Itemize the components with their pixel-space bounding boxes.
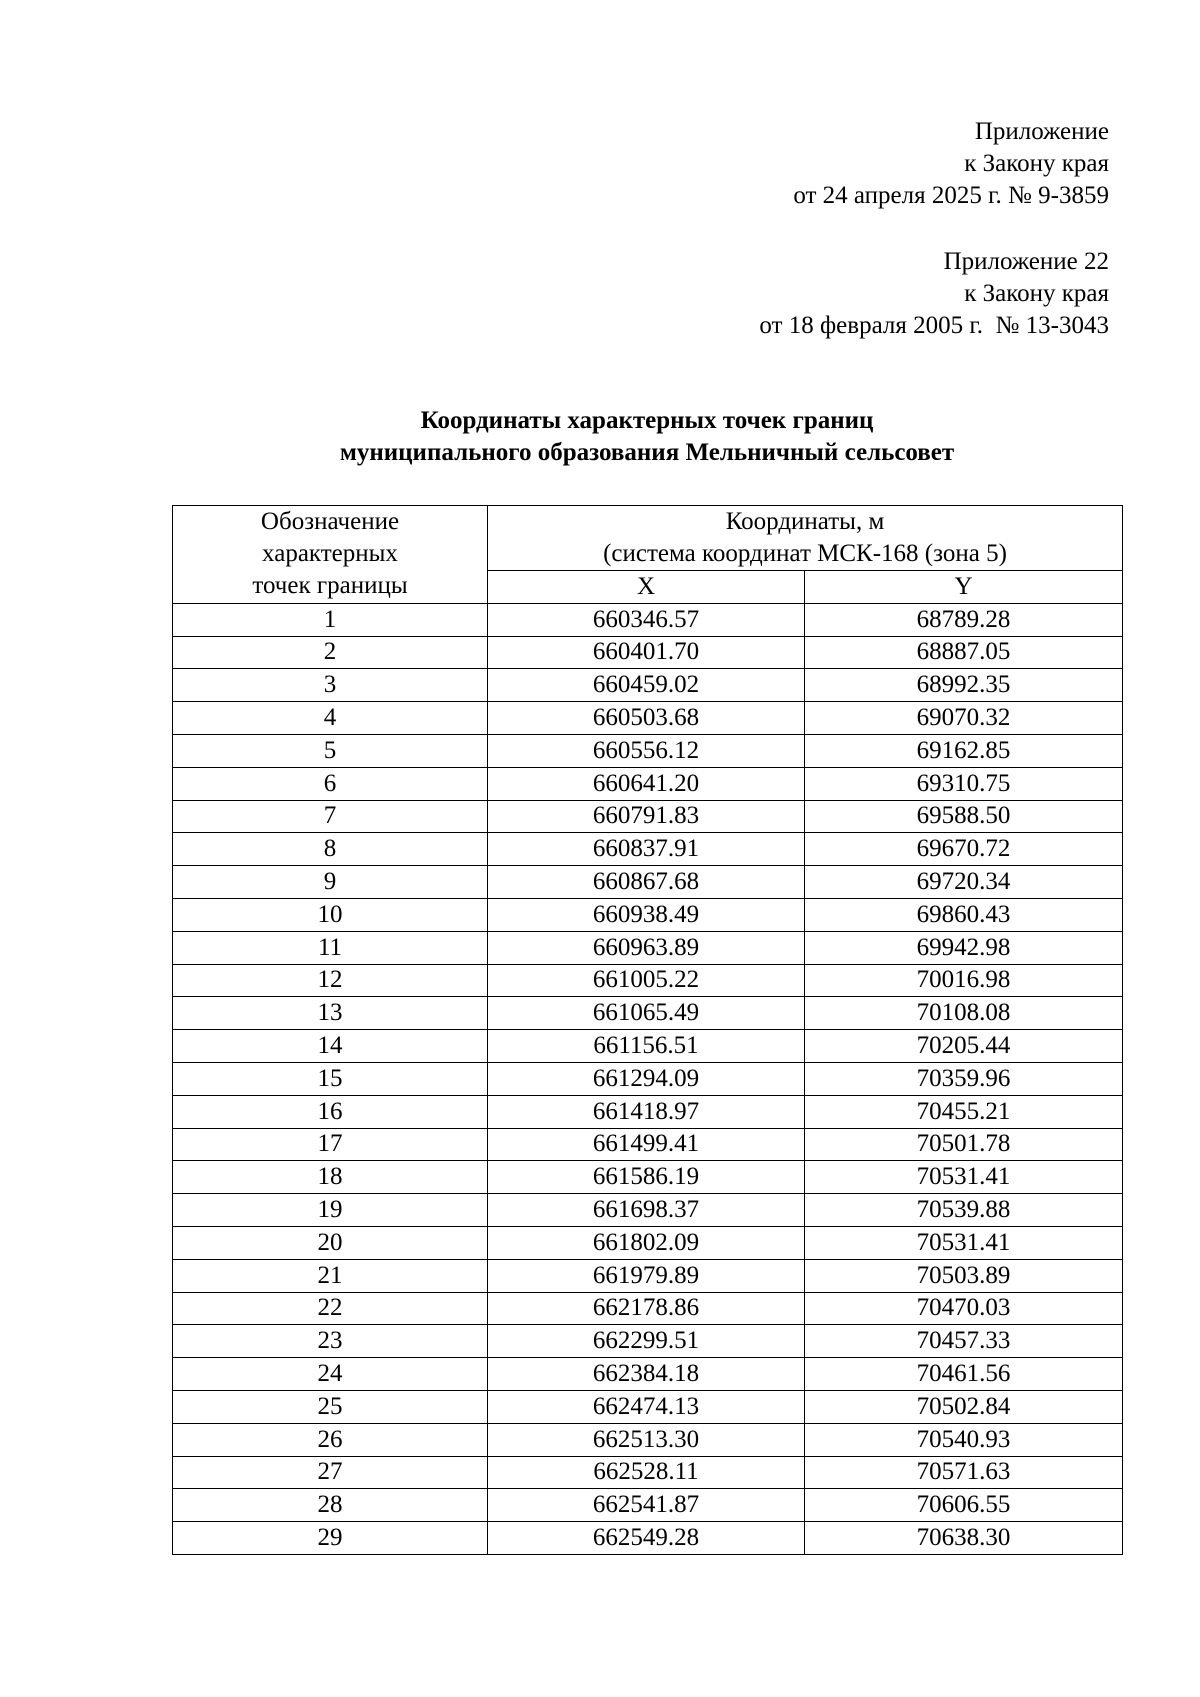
header-y: Y (805, 571, 1123, 604)
table-row (173, 767, 1123, 800)
table-row (173, 1062, 1123, 1095)
appendix-original-line: Приложение 22 (943, 248, 1109, 275)
point-number-cell: 23 (173, 1325, 488, 1358)
header-line: (система координат МСК-168 (зона 5) (603, 540, 1007, 567)
table-row (173, 1292, 1123, 1325)
table-row (173, 931, 1123, 964)
y-coordinate-cell: 70540.93 (805, 1423, 1123, 1456)
table-row (173, 1194, 1123, 1227)
y-coordinate-cell: 69162.85 (805, 734, 1123, 767)
y-coordinate-cell: 69942.98 (805, 931, 1123, 964)
y-coordinate-cell: 70502.84 (805, 1390, 1123, 1423)
table-row (173, 702, 1123, 735)
y-coordinate-cell: 70457.33 (805, 1325, 1123, 1358)
y-coordinate-cell: 69310.75 (805, 767, 1123, 800)
y-coordinate-cell: 70531.41 (805, 1226, 1123, 1259)
table-row (173, 1358, 1123, 1391)
point-number-cell: 21 (173, 1259, 488, 1292)
point-number-cell: 28 (173, 1489, 488, 1522)
y-coordinate-cell: 70455.21 (805, 1095, 1123, 1128)
x-coordinate-cell: 661005.22 (488, 964, 805, 997)
x-coordinate-cell: 662474.13 (488, 1390, 805, 1423)
table-row (173, 1489, 1123, 1522)
point-number-cell: 8 (173, 833, 488, 866)
table-row (173, 1226, 1123, 1259)
table-row (173, 1095, 1123, 1128)
x-coordinate-cell: 662549.28 (488, 1522, 805, 1555)
y-coordinate-cell: 70501.78 (805, 1128, 1123, 1161)
point-number-cell: 18 (173, 1161, 488, 1194)
y-coordinate-cell: 69070.32 (805, 702, 1123, 735)
y-coordinate-cell: 69670.72 (805, 833, 1123, 866)
table-row (173, 1128, 1123, 1161)
x-coordinate-cell: 661979.89 (488, 1259, 805, 1292)
y-coordinate-cell: 69860.43 (805, 898, 1123, 931)
table-row (173, 1259, 1123, 1292)
x-coordinate-cell: 660401.70 (488, 636, 805, 669)
x-coordinate-cell: 662528.11 (488, 1456, 805, 1489)
y-coordinate-cell: 70638.30 (805, 1522, 1123, 1555)
point-number-cell: 9 (173, 866, 488, 899)
header-line: точек границы (252, 572, 408, 599)
point-number-cell: 24 (173, 1358, 488, 1391)
point-number-cell: 4 (173, 702, 488, 735)
appendix-current-line: от 24 апреля 2025 г. № 9-3859 (793, 182, 1109, 209)
table-row (173, 1522, 1123, 1555)
x-coordinate-cell: 661499.41 (488, 1128, 805, 1161)
y-coordinate-cell: 69720.34 (805, 866, 1123, 899)
point-number-cell: 12 (173, 964, 488, 997)
point-number-cell: 5 (173, 734, 488, 767)
x-coordinate-cell: 661418.97 (488, 1095, 805, 1128)
x-coordinate-cell: 660503.68 (488, 702, 805, 735)
y-coordinate-cell: 70461.56 (805, 1358, 1123, 1391)
point-number-cell: 20 (173, 1226, 488, 1259)
x-coordinate-cell: 660963.89 (488, 931, 805, 964)
point-number-cell: 15 (173, 1062, 488, 1095)
table-row (173, 1456, 1123, 1489)
y-coordinate-cell: 70531.41 (805, 1161, 1123, 1194)
y-coordinate-cell: 70016.98 (805, 964, 1123, 997)
header-x: X (488, 571, 805, 604)
x-coordinate-cell: 662513.30 (488, 1423, 805, 1456)
table-row (173, 898, 1123, 931)
table-row (173, 964, 1123, 997)
header-point-designation (173, 506, 488, 604)
appendix-original-line: к Закону края (964, 280, 1109, 307)
y-coordinate-cell: 70108.08 (805, 997, 1123, 1030)
x-coordinate-cell: 660459.02 (488, 669, 805, 702)
y-coordinate-cell: 70503.89 (805, 1259, 1123, 1292)
x-coordinate-cell: 660641.20 (488, 767, 805, 800)
x-coordinate-cell: 661065.49 (488, 997, 805, 1030)
table-row (173, 1423, 1123, 1456)
appendix-current-line: к Закону края (964, 150, 1109, 177)
x-coordinate-cell: 662299.51 (488, 1325, 805, 1358)
table-row (173, 1161, 1123, 1194)
appendix-original-line: от 18 февраля 2005 г. № 13-3043 (759, 312, 1109, 339)
document-title-line: Координаты характерных точек границ (420, 407, 874, 434)
x-coordinate-cell: 660346.57 (488, 603, 805, 636)
point-number-cell: 25 (173, 1390, 488, 1423)
table-row (173, 833, 1123, 866)
point-number-cell: 1 (173, 603, 488, 636)
point-number-cell: 17 (173, 1128, 488, 1161)
x-coordinate-cell: 662541.87 (488, 1489, 805, 1522)
point-number-cell: 14 (173, 1030, 488, 1063)
point-number-cell: 2 (173, 636, 488, 669)
x-coordinate-cell: 661294.09 (488, 1062, 805, 1095)
y-coordinate-cell: 68887.05 (805, 636, 1123, 669)
table-row (173, 800, 1123, 833)
table-row (173, 669, 1123, 702)
x-coordinate-cell: 660791.83 (488, 800, 805, 833)
point-number-cell: 6 (173, 767, 488, 800)
point-number-cell: 29 (173, 1522, 488, 1555)
x-coordinate-cell: 661156.51 (488, 1030, 805, 1063)
y-coordinate-cell: 70205.44 (805, 1030, 1123, 1063)
y-coordinate-cell: 68789.28 (805, 603, 1123, 636)
x-coordinate-cell: 662384.18 (488, 1358, 805, 1391)
y-coordinate-cell: 70470.03 (805, 1292, 1123, 1325)
table-row (173, 997, 1123, 1030)
point-number-cell: 11 (173, 931, 488, 964)
appendix-current-line: Приложение (974, 118, 1109, 145)
header-line: Координаты, м (725, 508, 885, 535)
header-line: характерных (262, 540, 398, 567)
appendix-original (759, 246, 1109, 342)
point-number-cell: 27 (173, 1456, 488, 1489)
x-coordinate-cell: 660867.68 (488, 866, 805, 899)
header-line: Обозначение (260, 508, 400, 535)
point-number-cell: 13 (173, 997, 488, 1030)
coordinates-table (172, 505, 1123, 1555)
table-row (173, 734, 1123, 767)
header-coordinates (488, 506, 1123, 571)
point-number-cell: 22 (173, 1292, 488, 1325)
y-coordinate-cell: 70571.63 (805, 1456, 1123, 1489)
table-row (173, 1390, 1123, 1423)
table-row (173, 603, 1123, 636)
x-coordinate-cell: 660938.49 (488, 898, 805, 931)
x-coordinate-cell: 662178.86 (488, 1292, 805, 1325)
y-coordinate-cell: 68992.35 (805, 669, 1123, 702)
table-body (173, 603, 1123, 1554)
y-coordinate-cell: 69588.50 (805, 800, 1123, 833)
table-row (173, 866, 1123, 899)
table-row (173, 1030, 1123, 1063)
point-number-cell: 3 (173, 669, 488, 702)
table-row (173, 636, 1123, 669)
x-coordinate-cell: 660556.12 (488, 734, 805, 767)
point-number-cell: 7 (173, 800, 488, 833)
y-coordinate-cell: 70539.88 (805, 1194, 1123, 1227)
x-coordinate-cell: 661698.37 (488, 1194, 805, 1227)
point-number-cell: 19 (173, 1194, 488, 1227)
point-number-cell: 26 (173, 1423, 488, 1456)
table-header-row (173, 506, 1123, 571)
table-row (173, 1325, 1123, 1358)
document-title-line: муниципального образования Мельничный сельсовет (339, 439, 955, 466)
document-title (172, 405, 1122, 469)
point-number-cell: 16 (173, 1095, 488, 1128)
y-coordinate-cell: 70359.96 (805, 1062, 1123, 1095)
x-coordinate-cell: 661586.19 (488, 1161, 805, 1194)
y-coordinate-cell: 70606.55 (805, 1489, 1123, 1522)
point-number-cell: 10 (173, 898, 488, 931)
x-coordinate-cell: 661802.09 (488, 1226, 805, 1259)
x-coordinate-cell: 660837.91 (488, 833, 805, 866)
appendix-current (793, 116, 1109, 212)
